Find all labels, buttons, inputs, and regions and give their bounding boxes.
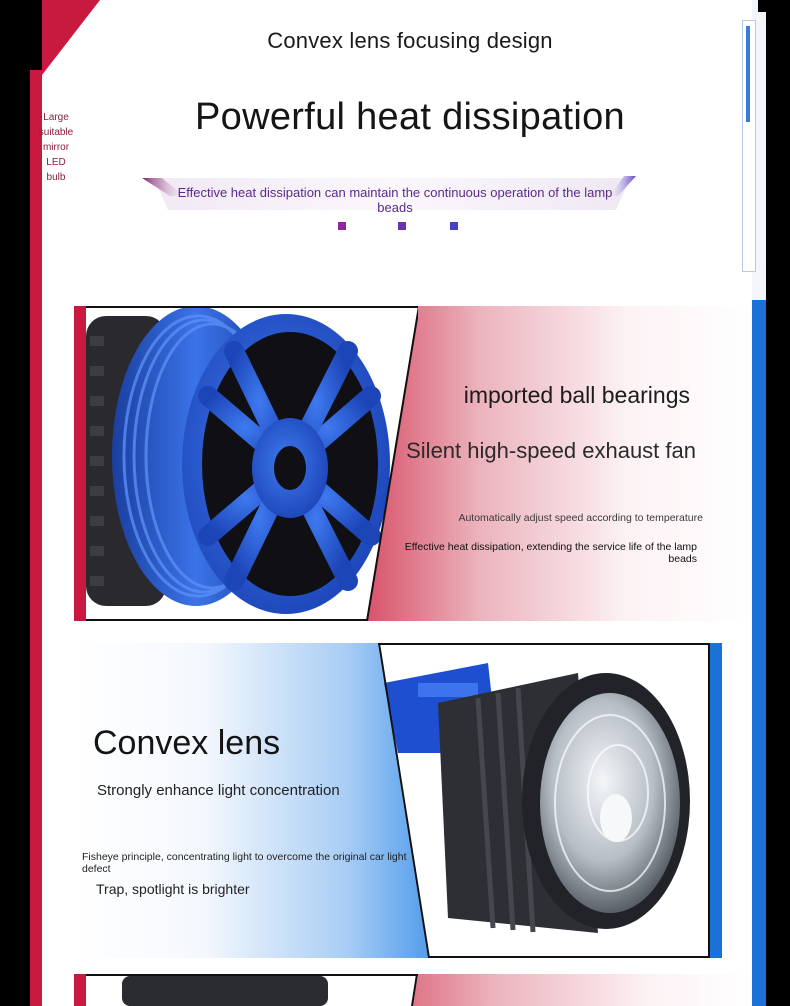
fan-panel-red-bar [74,306,86,621]
ribbon-text: Effective heat dissipation can maintain the continuous operation of the lamp beads [177,185,613,215]
decorative-dots [338,222,462,232]
right-blue-border [752,300,766,1006]
lens-panel-heading: Convex lens [93,724,281,762]
side-note-line: mirror [42,142,70,153]
right-black-border [766,0,790,1006]
side-note-line: suitable [38,127,74,138]
side-note-line: LED bulb [46,157,66,183]
lens-panel-note: Trap, spotlight is brighter [96,881,250,897]
dot [450,222,458,230]
next-panel-red-bar [74,974,86,1006]
scrollbar-thumb[interactable] [746,26,750,122]
fan-panel-subheading: Silent high-speed exhaust fan [406,438,696,463]
side-note [38,110,74,185]
left-red-border [30,70,42,1006]
lens-panel-subheading: Strongly enhance light concentration [97,782,340,799]
lens-panel-note: Fisheye principle, concentrating light to overcome the original car light defect [82,851,407,875]
section-subtitle: Convex lens focusing design [267,28,553,53]
dot [398,222,406,230]
lens-panel-blue-bar [710,643,722,958]
dot [338,222,346,230]
left-black-border [0,0,30,1006]
fan-panel-note: Effective heat dissipation, extending the service life of the lamp beads [404,541,697,565]
side-note-line: Large [43,112,69,123]
projector-lens-icon [378,643,710,958]
next-panel-image [86,974,418,1006]
top-left-diagonal-stripe [0,0,110,90]
cooling-fan-icon [86,306,418,621]
top-right-corner [758,0,766,12]
section-title: Powerful heat dissipation [195,96,625,138]
fan-panel-note: Automatically adjust speed according to temperature [458,512,703,524]
fan-panel-heading: imported ball bearings [463,382,690,408]
